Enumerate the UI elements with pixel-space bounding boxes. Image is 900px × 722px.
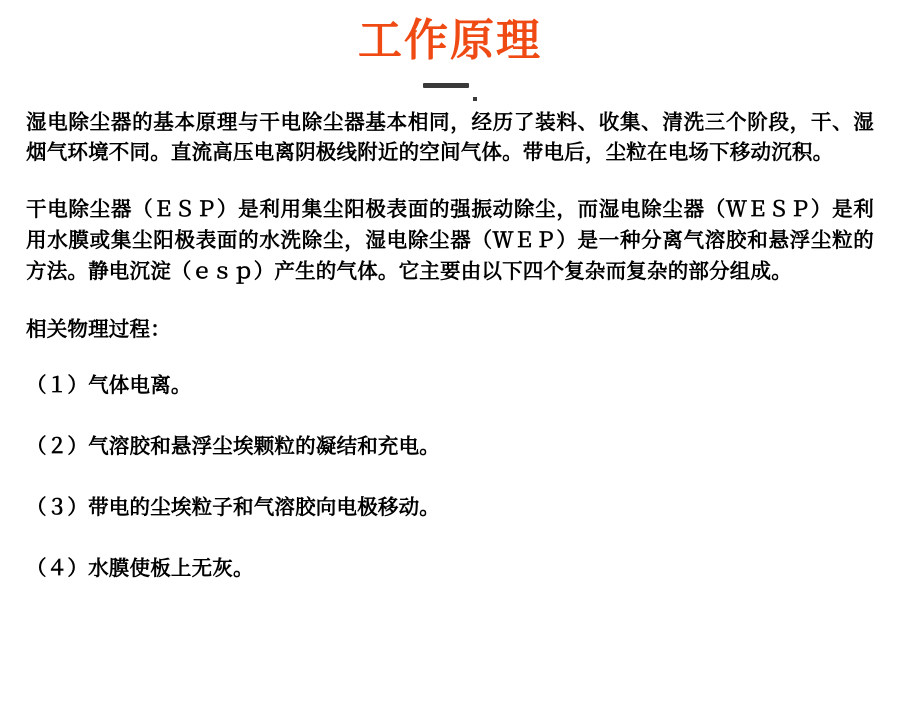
document-body [26,101,874,584]
list-item: （４）水膜使板上无灰。 [26,555,254,580]
divider-dot-icon [473,97,477,101]
list-item: （３）带电的尘埃粒子和气溶胶向电极移动。 [26,494,440,519]
divider-bar [423,83,469,88]
paragraph-2: 干电除尘器（ＥＳＰ）是利用集尘阳极表面的强振动除尘，而湿电除尘器（ＷＥＳＰ）是利用水膜或集尘阳极表面的水洗除尘，湿电除尘器（ＷＥＰ）是一种分离气溶胶和悬浮尘粒的方法。静电沉淀（ｅｓｐ）产生的气体。它主要由以下四个复杂而复杂的部分组成。 [26,197,874,283]
list-item: （２）气溶胶和悬浮尘埃颗粒的凝结和充电。 [26,434,440,459]
list-item: （１）气体电离。 [26,373,192,398]
paragraph-1: 湿电除尘器的基本原理与干电除尘器基本相同，经历了装料、收集、清洗三个阶段，干、湿烟气环境不同。直流高压电离阴极线附近的空间气体。带电后，尘粒在电场下移动沉积。 [26,109,874,165]
page-title: 工作原理 [358,15,542,66]
document-page [0,8,900,722]
title-divider [26,71,874,101]
section-label: 相关物理过程： [26,317,171,342]
